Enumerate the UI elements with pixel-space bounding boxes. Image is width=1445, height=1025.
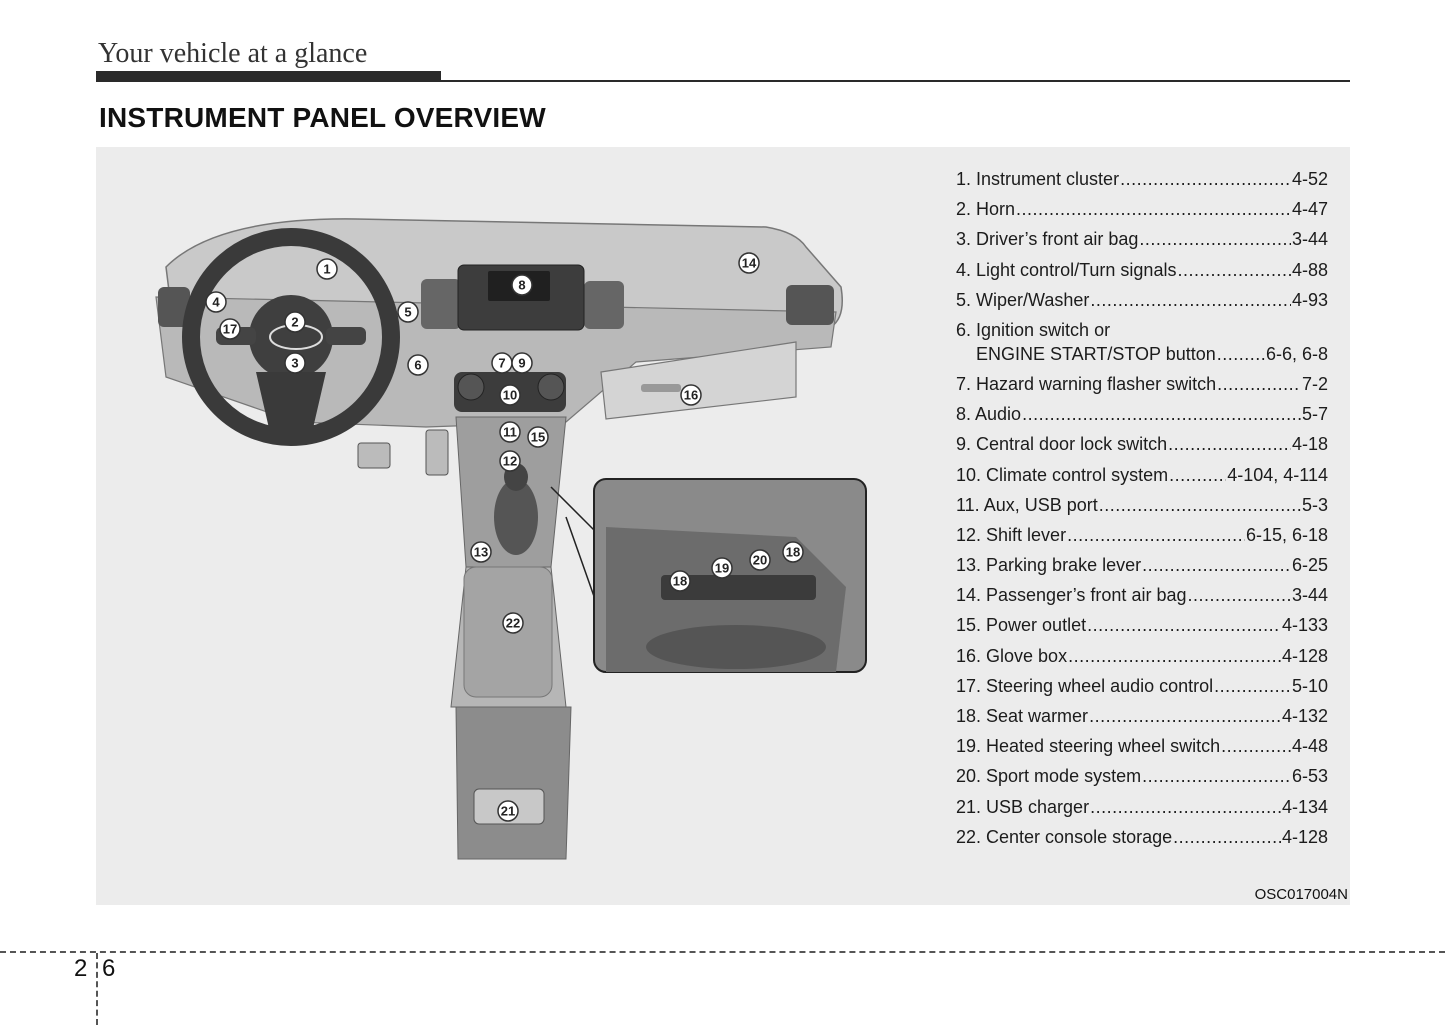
legend-item: 9. Central door lock switch ..... 4-18 <box>956 432 1328 462</box>
svg-text:15: 15 <box>530 429 546 445</box>
legend-item: 20. Sport mode system ..... 6-53 <box>956 764 1328 794</box>
callout-22 <box>503 613 523 633</box>
legend-item: 15. Power outlet ..... 4-133 <box>956 613 1328 643</box>
callout-16 <box>681 385 701 405</box>
svg-text:3: 3 <box>291 355 299 371</box>
legend-item: 1. Instrument cluster ..... 4-52 <box>956 167 1328 197</box>
callout-6 <box>408 355 428 375</box>
svg-text:6: 6 <box>414 357 422 373</box>
svg-text:21: 21 <box>500 803 516 819</box>
svg-text:14: 14 <box>741 255 757 271</box>
svg-text:16: 16 <box>683 387 699 403</box>
footer-divider <box>96 953 98 1025</box>
legend-item: 16. Glove box ..... 4-128 <box>956 644 1328 674</box>
callout-2 <box>285 312 305 332</box>
page-number: 6 <box>102 955 116 982</box>
svg-text:18: 18 <box>785 544 801 560</box>
callout-1 <box>317 259 337 279</box>
callout-15 <box>528 427 548 447</box>
legend-item: 21. USB charger ..... 4-134 <box>956 795 1328 825</box>
svg-text:8: 8 <box>518 277 526 293</box>
svg-text:4: 4 <box>212 294 220 310</box>
callout-13 <box>471 542 491 562</box>
page-title: INSTRUMENT PANEL OVERVIEW <box>99 102 546 133</box>
svg-text:10: 10 <box>502 387 518 403</box>
legend-item: 12. Shift lever ..... 6-15, 6-18 <box>956 523 1328 553</box>
svg-text:7: 7 <box>498 355 506 371</box>
callout-14 <box>739 253 759 273</box>
footer-rule <box>0 951 1445 953</box>
section-header: Your vehicle at a glance <box>98 38 368 69</box>
svg-text:9: 9 <box>518 355 526 371</box>
legend-item: 22. Center console storage ..... 4-128 <box>956 825 1328 855</box>
image-code: OSC017004N <box>1254 886 1348 903</box>
svg-text:22: 22 <box>505 615 521 631</box>
legend-item: 10. Climate control system ..... 4-104, 4-114 <box>956 463 1328 493</box>
legend-item: 2. Horn ..... 4-47 <box>956 197 1328 227</box>
legend-item: 14. Passenger’s front air bag ..... 3-44 <box>956 583 1328 613</box>
callout-7 <box>492 353 512 373</box>
header-rule <box>96 80 1350 82</box>
svg-text:13: 13 <box>473 544 489 560</box>
legend-item: 4. Light control/Turn signals ..... 4-88 <box>956 258 1328 288</box>
legend-item: 6. Ignition switch or ENGINE START/STOP button ..... 6-6, 6-8 <box>956 318 1328 372</box>
callout-8 <box>512 275 532 295</box>
svg-text:17: 17 <box>222 321 238 337</box>
callout-5 <box>398 302 418 322</box>
legend-item: 8. Audio ..... 5-7 <box>956 402 1328 432</box>
callout-21 <box>498 801 518 821</box>
callout-4 <box>206 292 226 312</box>
svg-text:20: 20 <box>752 552 768 568</box>
svg-text:5: 5 <box>404 304 412 320</box>
callout-11 <box>500 422 520 442</box>
legend-item: 3. Driver’s front air bag ..... 3-44 <box>956 227 1328 257</box>
callout-18-left <box>670 571 690 591</box>
callout-19 <box>712 558 732 578</box>
callout-12 <box>500 451 520 471</box>
callout-18-right <box>783 542 803 562</box>
legend-item: 11. Aux, USB port ..... 5-3 <box>956 493 1328 523</box>
component-legend <box>956 167 1328 855</box>
dashboard-illustration <box>96 147 926 905</box>
legend-item: 13. Parking brake lever ..... 6-25 <box>956 553 1328 583</box>
chapter-number: 2 <box>74 955 88 982</box>
svg-text:19: 19 <box>714 560 730 576</box>
svg-text:18: 18 <box>672 573 688 589</box>
callout-20 <box>750 550 770 570</box>
svg-text:2: 2 <box>291 314 299 330</box>
svg-text:1: 1 <box>323 261 331 277</box>
svg-text:11: 11 <box>503 424 517 440</box>
overview-panel <box>96 147 1350 905</box>
svg-text:12: 12 <box>502 453 518 469</box>
legend-item: 19. Heated steering wheel switch ..... 4-48 <box>956 734 1328 764</box>
callout-9 <box>512 353 532 373</box>
legend-item: 17. Steering wheel audio control ..... 5-10 <box>956 674 1328 704</box>
callout-17 <box>220 319 240 339</box>
callout-3 <box>285 353 305 373</box>
callout-10 <box>500 385 520 405</box>
legend-item: 7. Hazard warning flasher switch ..... 7-2 <box>956 372 1328 402</box>
legend-item: 18. Seat warmer ..... 4-132 <box>956 704 1328 734</box>
legend-item: 5. Wiper/Washer ..... 4-93 <box>956 288 1328 318</box>
